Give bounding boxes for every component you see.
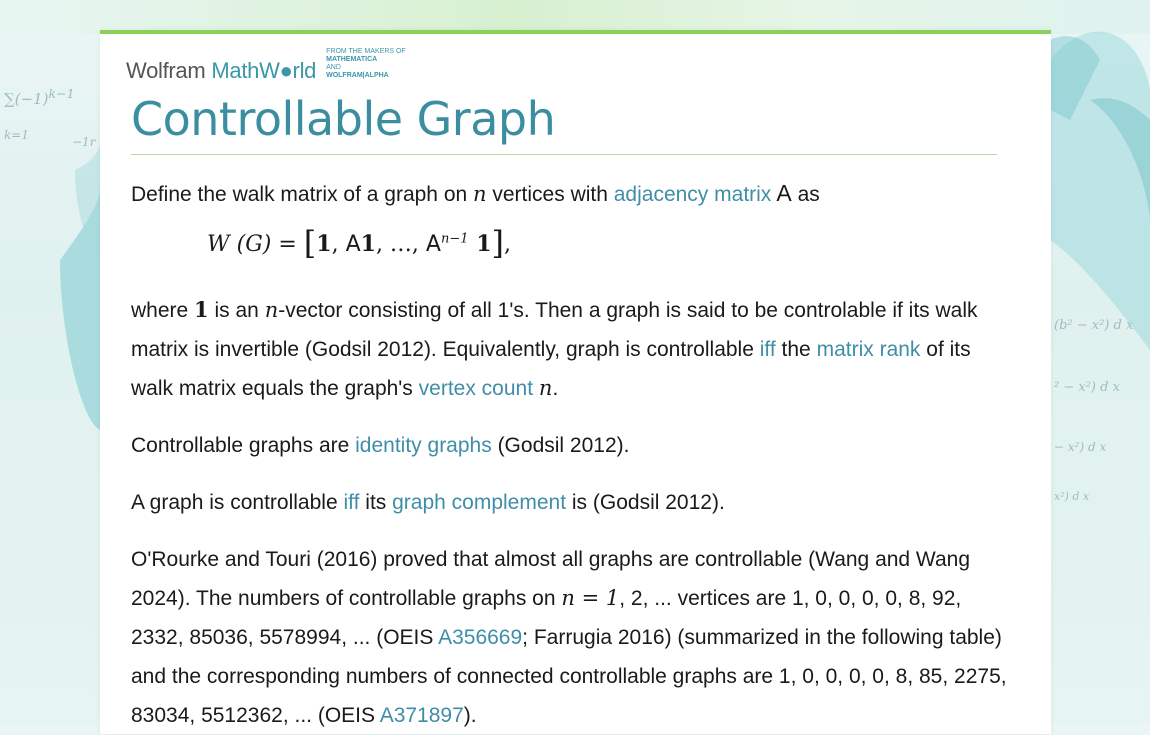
article-panel <box>100 30 1051 734</box>
text: . <box>552 377 559 400</box>
right-background-math-4: x²) d x <box>1054 490 1090 503</box>
text: its <box>359 491 393 514</box>
tagline-bold-1: MATHEMATICA <box>326 56 378 63</box>
paragraph-controllable-definition <box>131 290 1011 408</box>
formula-lhs: W (G) = <box>207 232 304 257</box>
link-oeis-a371897[interactable]: A371897 <box>379 704 464 727</box>
left-background-math-2: k=1 <box>4 128 29 142</box>
paragraph-identity-graphs <box>131 426 1011 465</box>
link-oeis-a356669[interactable]: A356669 <box>438 626 523 649</box>
logo-mathworld: MathW●rld <box>211 58 317 83</box>
text: (Godsil 2012). <box>491 434 630 457</box>
logo-tagline <box>326 48 406 80</box>
paragraph-complement <box>131 483 1011 522</box>
paragraph-counts <box>131 540 1011 735</box>
formula-tail: , <box>503 232 511 257</box>
math-n-equals: n = 1 <box>561 586 620 610</box>
article-body <box>131 174 1011 735</box>
math-n: n <box>473 182 487 206</box>
link-identity-graphs[interactable]: identity graphs <box>355 434 492 457</box>
left-background-math: $\sum(-1)^{k-1}$ <box>4 86 75 108</box>
right-background-math-3: − x²) d x <box>1054 440 1107 454</box>
text: Define the walk matrix of a graph on <box>131 183 474 206</box>
left-decorative-background <box>0 0 100 724</box>
text: Controllable graphs are <box>131 434 356 457</box>
text: vertices with <box>486 183 614 206</box>
formula-one-2: 1 <box>360 231 376 257</box>
walk-matrix-formula <box>131 214 1011 272</box>
link-iff[interactable]: iff <box>759 338 776 361</box>
left-background-math-3: −1r <box>72 135 96 149</box>
logo-wolfram: Wolfram <box>126 58 206 83</box>
link-matrix-rank[interactable]: matrix rank <box>816 338 921 361</box>
right-background-math-2: ² − x²) d x <box>1054 380 1120 395</box>
text: of its walk matrix equals the graph's <box>131 338 971 400</box>
math-bold-one: 1 <box>194 297 209 322</box>
formula-close-bracket: ] <box>491 224 504 262</box>
page-title: Controllable Graph <box>131 92 556 146</box>
formula-comma: , <box>331 232 346 257</box>
link-iff-2[interactable]: iff <box>343 491 360 514</box>
text: , 2, ... vertices are 1, 0, 0, 0, 0, 8, 92, 2332, 85036, 5578994, ... (OEIS <box>131 587 962 649</box>
text: is (Godsil 2012). <box>566 491 725 514</box>
math-n: n <box>538 376 553 400</box>
math-A: A <box>771 180 792 206</box>
formula-exponent: n−1 <box>440 231 469 247</box>
left-background-art <box>0 0 100 724</box>
link-adjacency-matrix[interactable]: adjacency matrix <box>613 183 772 206</box>
link-graph-complement[interactable]: graph complement <box>392 491 567 514</box>
text: O'Rourke and Touri (2016) proved that almost all graphs are controllable (Wang and Wang 2024). The numbers of controllable graphs on <box>131 548 971 610</box>
text: is an <box>208 299 265 322</box>
title-divider <box>131 154 997 155</box>
site-logo[interactable] <box>126 48 406 83</box>
tagline-light-2: AND <box>326 64 341 71</box>
text: ). <box>463 704 477 727</box>
formula-A: A <box>345 232 361 257</box>
tagline-light-1: FROM THE MAKERS OF <box>326 48 406 55</box>
text: -vector consisting of all 1's. Then a graph is said to be controlable if its walk matrix is invertible (Godsil 2012). Equivalently, graph is controllable <box>131 299 978 361</box>
math-n: n <box>264 298 279 322</box>
formula-one: 1 <box>316 231 332 257</box>
text: as <box>791 183 820 206</box>
paragraph-definition <box>131 174 1011 214</box>
formula-dots: , …, <box>375 232 426 257</box>
text: A graph is controllable <box>131 491 344 514</box>
text: the <box>775 338 817 361</box>
right-background-math-1: (b² − x²) d x <box>1054 318 1134 333</box>
tagline-bold-2: WOLFRAM|ALPHA <box>326 72 389 79</box>
top-background-wash <box>0 0 1150 34</box>
text: ; Farrugia 2016) (summarized in the following table) and the corresponding numbers of connected controllable graphs are 1, 0, 0, 0, 0, 8, 85, 2275, 83034, 5512362, ... (OEIS <box>131 626 1007 727</box>
link-vertex-count[interactable]: vertex count <box>418 377 534 400</box>
formula-A-2: A <box>425 232 441 257</box>
text: where <box>131 299 195 322</box>
formula-open-bracket: [ <box>303 224 317 262</box>
formula-one-3: 1 <box>468 231 492 257</box>
right-background-art <box>1050 0 1150 724</box>
right-decorative-background <box>1050 0 1150 724</box>
